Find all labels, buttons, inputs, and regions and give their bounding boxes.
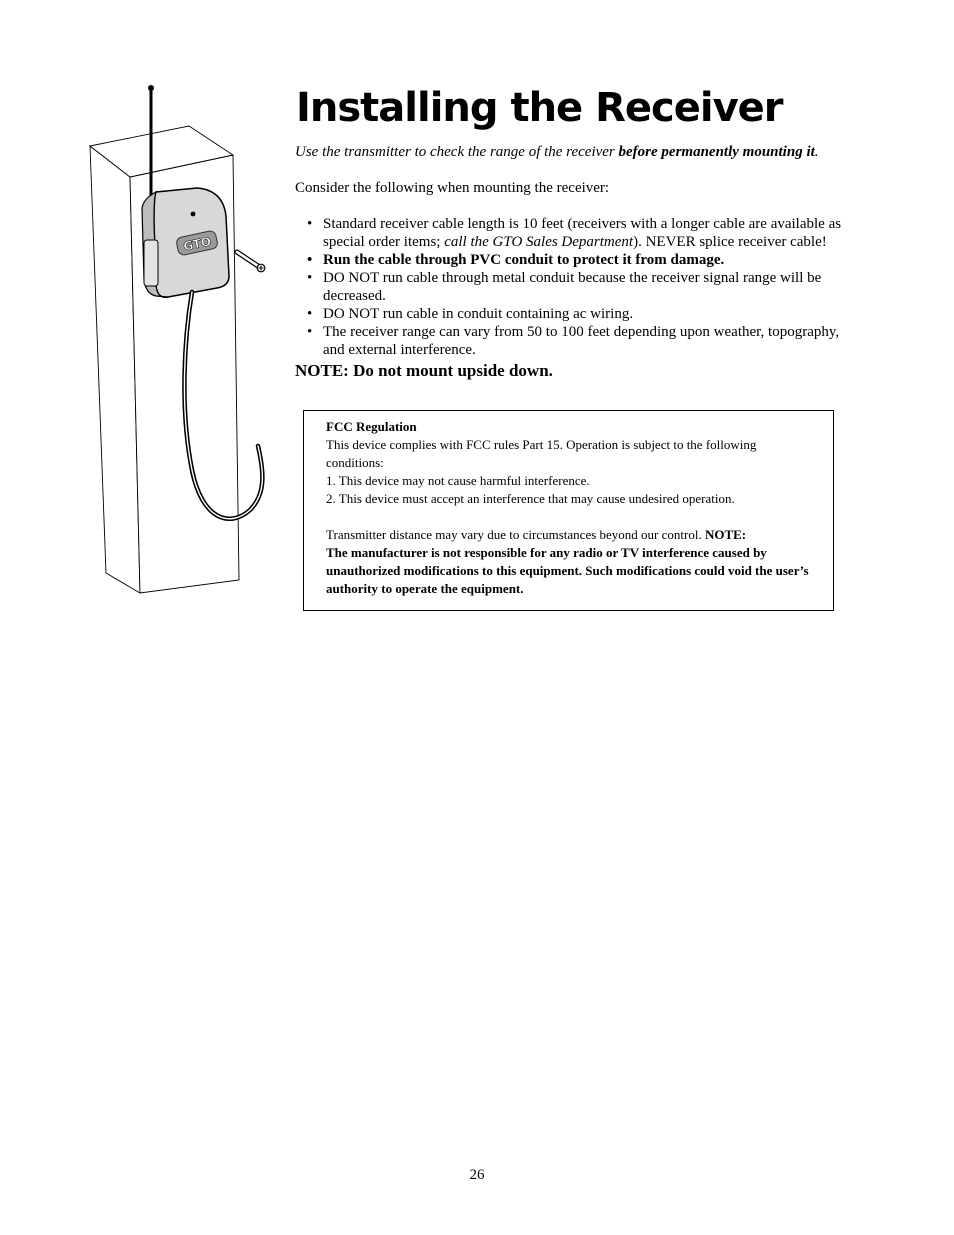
mounting-note: NOTE: Do not mount upside down. <box>295 361 553 380</box>
fcc-heading: FCC Regulation <box>326 419 417 434</box>
fcc-line: 2. This device must accept an interference that may cause undesired operation. <box>326 491 735 506</box>
fcc-regulation-box <box>303 410 834 611</box>
receiver-mounting-illustration <box>80 80 280 600</box>
antenna-tip <box>148 85 154 91</box>
consider-text: Consider the following when mounting the receiver: <box>295 180 610 196</box>
cable-clamp <box>144 240 158 286</box>
list-item: • Run the cable through PVC conduit to protect it from damage. <box>307 252 725 268</box>
fcc-disclaimer: Transmitter distance may vary due to circumstances beyond our control. NOTE: The manufacturer is not responsible for any radio or TV interference caused by unauthorized modifications to this equipment. Such modifications could void the user’s authority to operate the equipment. <box>326 527 809 596</box>
list-item: • DO NOT run cable through metal conduit because the receiver signal range will be decreased. <box>307 270 822 304</box>
mounting-hole <box>191 212 196 217</box>
list-item: • DO NOT run cable in conduit containing ac wiring. <box>307 306 634 322</box>
page-title: Installing the Receiver <box>296 85 783 131</box>
fcc-line: 1. This device may not cause harmful interference. <box>326 473 590 488</box>
list-item: • The receiver range can vary from 50 to 100 feet depending upon weather, topography, and external interference. <box>307 324 840 358</box>
page-number: 26 <box>469 1167 485 1183</box>
list-item: • Standard receiver cable length is 10 feet (receivers with a longer cable are available as special order items; call the GTO Sales Department). NEVER splice receiver cable! <box>307 216 842 250</box>
mounting-guidelines-list <box>307 215 863 359</box>
fcc-line: This device complies with FCC rules Part 15. Operation is subject to the following conditions: <box>326 437 757 470</box>
intro-text: Use the transmitter to check the range of the receiver before permanently mounting it. <box>295 144 819 160</box>
svg-text:GTO: GTO <box>182 234 213 254</box>
screw-icon <box>237 252 265 272</box>
